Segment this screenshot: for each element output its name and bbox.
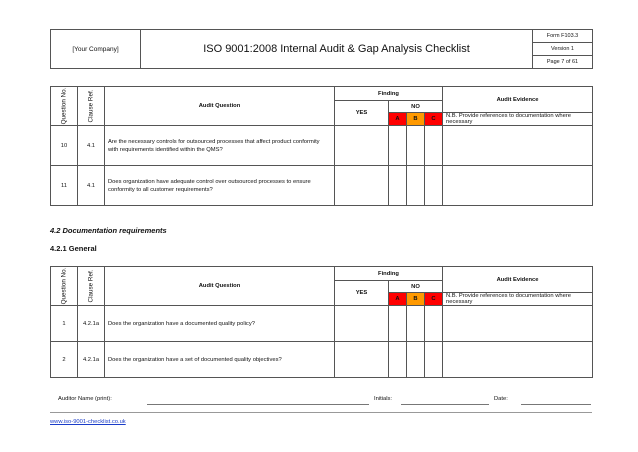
yes-header: YES (335, 101, 389, 126)
finding-header: Finding (335, 267, 443, 281)
evidence-cell[interactable] (443, 166, 593, 206)
audit-table-1 (50, 86, 593, 206)
yes-cell[interactable] (335, 166, 389, 206)
grade-b-cell[interactable] (407, 166, 425, 206)
grade-a-cell[interactable] (389, 342, 407, 378)
grade-b-header: B (407, 293, 425, 306)
website-link[interactable]: www.iso-9001-checklist.co.uk (50, 419, 126, 425)
grade-b-cell[interactable] (407, 306, 425, 342)
grade-a-header: A (389, 113, 407, 126)
grade-a-cell[interactable] (389, 126, 407, 166)
evidence-cell[interactable] (443, 306, 593, 342)
grade-c-cell[interactable] (425, 342, 443, 378)
evidence-note: N.B. Provide references to documentation where necessary (443, 293, 593, 306)
date-label: Date: (494, 396, 508, 402)
clause-ref: 4.1 (78, 166, 105, 206)
audit-question-header: Audit Question (105, 87, 335, 126)
grade-a-cell[interactable] (389, 306, 407, 342)
clause-ref: 4.2.1a (78, 306, 105, 342)
no-header: NO (389, 101, 443, 113)
grade-b-cell[interactable] (407, 342, 425, 378)
question-no-header: Question No. (51, 87, 78, 126)
grade-c-header: C (425, 293, 443, 306)
yes-cell[interactable] (335, 126, 389, 166)
audit-question: Does organization have adequate control over outsourced processes to ensure conformity to all customer requirements? (105, 166, 335, 206)
audit-table-2 (50, 266, 593, 378)
company-name: [Your Company] (51, 30, 141, 69)
table-row (51, 126, 593, 166)
table-row (51, 166, 593, 206)
table-row (51, 306, 593, 342)
evidence-note: N.B. Provide references to documentation where necessary (443, 113, 593, 126)
clause-ref: 4.1 (78, 126, 105, 166)
evidence-cell[interactable] (443, 342, 593, 378)
grade-a-cell[interactable] (389, 166, 407, 206)
auditor-name-label: Auditor Name (print): (58, 396, 112, 402)
date-field[interactable] (521, 404, 591, 405)
grade-a-header: A (389, 293, 407, 306)
clause-ref-header: Clause Ref. (78, 267, 105, 306)
footer-divider (50, 412, 592, 413)
audit-question: Does the organization have a documented quality policy? (105, 306, 335, 342)
grade-b-cell[interactable] (407, 126, 425, 166)
no-header: NO (389, 281, 443, 293)
audit-evidence-header: Audit Evidence (443, 267, 593, 293)
audit-question: Are the necessary controls for outsourced processes that affect product conformity with requirements identified within the QMS? (105, 126, 335, 166)
question-number: 1 (51, 306, 78, 342)
table-row (51, 342, 593, 378)
initials-label: Initials: (374, 396, 393, 402)
yes-header: YES (335, 281, 389, 306)
yes-cell[interactable] (335, 306, 389, 342)
document-title: ISO 9001:2008 Internal Audit & Gap Analysis Checklist (141, 30, 533, 69)
audit-question: Does the organization have a set of documented quality objectives? (105, 342, 335, 378)
grade-c-header: C (425, 113, 443, 126)
question-number: 10 (51, 126, 78, 166)
version-label: Version 1 (533, 43, 593, 56)
finding-header: Finding (335, 87, 443, 101)
question-no-header: Question No. (51, 267, 78, 306)
grade-c-cell[interactable] (425, 166, 443, 206)
document-header (50, 29, 593, 69)
auditor-name-field[interactable] (147, 404, 369, 405)
audit-evidence-header: Audit Evidence (443, 87, 593, 113)
grade-c-cell[interactable] (425, 126, 443, 166)
initials-field[interactable] (401, 404, 489, 405)
question-number: 11 (51, 166, 78, 206)
form-number: Form F103.3 (533, 30, 593, 43)
clause-ref-header: Clause Ref. (78, 87, 105, 126)
section-heading: 4.2 Documentation requirements (50, 226, 167, 235)
yes-cell[interactable] (335, 342, 389, 378)
evidence-cell[interactable] (443, 126, 593, 166)
grade-c-cell[interactable] (425, 306, 443, 342)
question-number: 2 (51, 342, 78, 378)
audit-question-header: Audit Question (105, 267, 335, 306)
page-number: Page 7 of 61 (533, 56, 593, 69)
clause-ref: 4.2.1a (78, 342, 105, 378)
grade-b-header: B (407, 113, 425, 126)
subsection-heading: 4.2.1 General (50, 244, 97, 253)
